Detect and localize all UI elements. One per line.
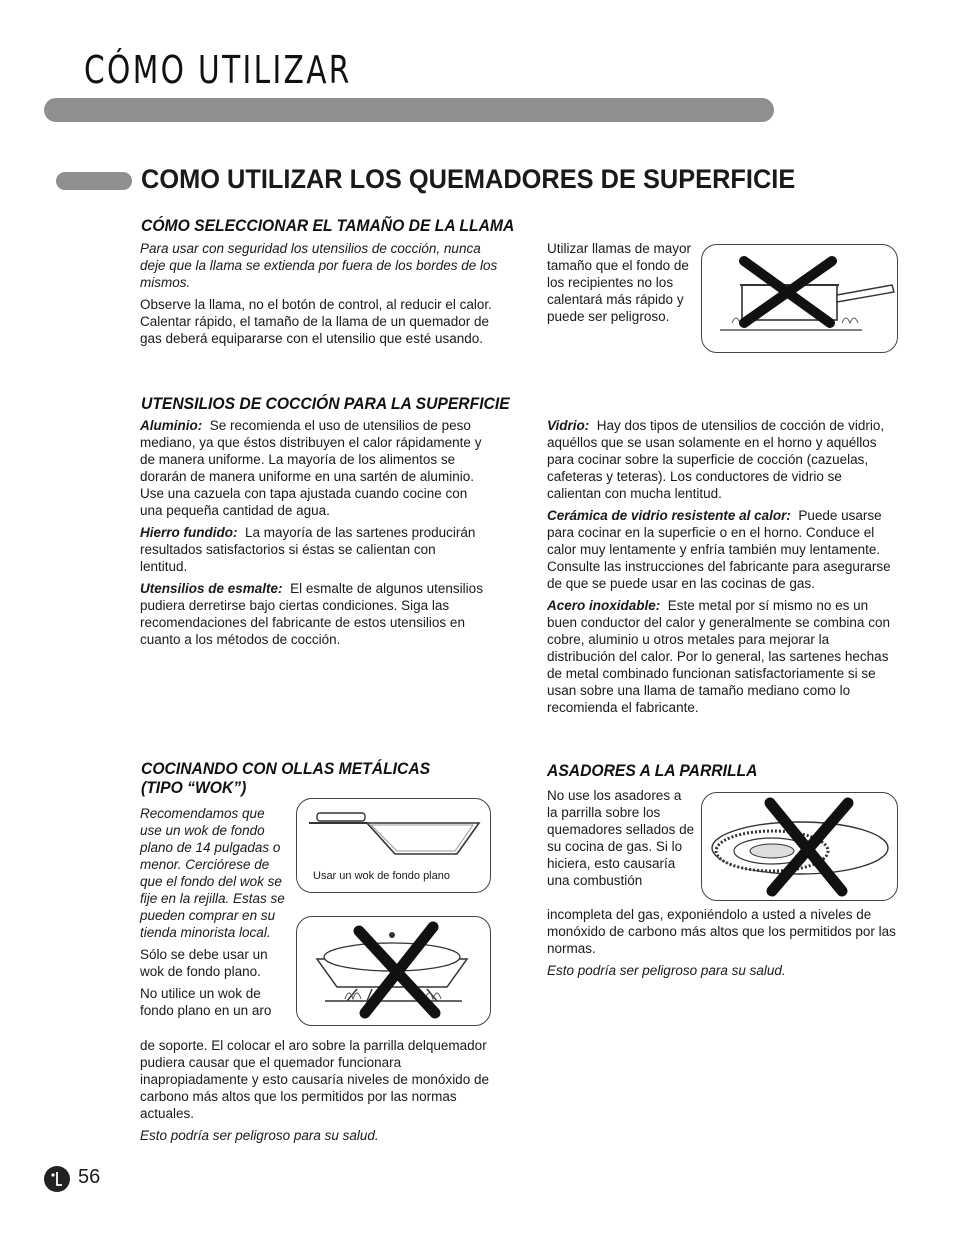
flame-text — [140, 240, 500, 352]
cookware-glass-text: Hay dos tipos de utensilios de cocción de vidrio, aquéllos que se usan solamente en el horno y aquéllos para cocinar sobre la superficie de cocción (cazuelas, cafeteras y teteras). Los conductores de vidrio se calientan con mucha lentitud. — [547, 418, 885, 501]
cookware-aluminum-label: Aluminio: — [140, 418, 203, 433]
section-title: COMO UTILIZAR LOS QUEMADORES DE SUPERFICIE — [141, 164, 796, 194]
cookware-cast-iron — [140, 524, 485, 575]
cookware-heading: UTENSILIOS DE COCCIÓN PARA LA SUPERFICIE — [141, 395, 510, 413]
cookware-stainless-label: Acero inoxidable: — [547, 598, 661, 613]
wok-wide-text — [140, 1037, 495, 1149]
cookware-stainless — [547, 597, 899, 716]
cookware-cast-iron-label: Hierro fundido: — [140, 525, 238, 540]
grill-plate-crossed-icon — [701, 792, 898, 901]
wok-no-ring-a: No utilice un wok de fondo plano en un aro — [140, 986, 272, 1018]
wok-heading-line1: COCINANDO CON OLLAS METÁLICAS — [141, 760, 431, 778]
chapter-title: CÓMO UTILIZAR — [84, 48, 352, 92]
grill-text-wide: incompleta del gas, exponiéndolo a usted a niveles de monóxido de carbono más altos que los permitidos por las normas. — [547, 907, 896, 956]
flat-wok-caption: Usar un wok de fondo plano — [313, 870, 450, 882]
wok-narrow-text — [140, 805, 290, 1019]
section-marker — [56, 172, 132, 190]
cookware-aluminum — [140, 417, 485, 519]
cookware-enamel-label: Utensilios de esmalte: — [140, 581, 283, 596]
grill-heading: ASADORES A LA PARRILLA — [547, 762, 758, 780]
cookware-left-column — [140, 417, 485, 653]
cookware-glass — [547, 417, 899, 502]
wok-heading-line2: (TIPO “WOK”) — [141, 779, 247, 797]
lg-logo-icon — [44, 1166, 70, 1192]
flame-side-text: Utilizar llamas de mayor tamaño que el fondo de los recipientes no los calentará más rápido y puede ser peligroso. — [547, 241, 692, 324]
cookware-glass-label: Vidrio: — [547, 418, 590, 433]
wok-warning: Esto podría ser peligroso para su salud. — [140, 1128, 379, 1143]
flame-heading: CÓMO SELECCIONAR EL TAMAÑO DE LA LLAMA — [141, 217, 515, 235]
grill-text-narrow: No use los asadores a la parrilla sobre los quemadores sellados de su cocina de gas. Si lo hiciera, esto causaría una combustión — [547, 788, 695, 888]
wok-on-ring-crossed-icon — [296, 916, 491, 1026]
flame-intro: Para usar con seguridad los utensilios de cocción, nunca deje que la llama se extienda por fuera de los bordes de los mismos. — [140, 241, 498, 290]
cookware-ceramic-glass-text: Puede usarse para cocinar en la superficie o en el horno. Conduce el calor muy lentamente y enfría también muy lentamente. Consulte las instrucciones del fabricante para asegurarse de que se puede usar en las cocinas de gas. — [547, 508, 891, 591]
flat-bottom-wok-icon — [296, 798, 491, 893]
wok-no-ring-b: de soporte. El colocar el aro sobre la parrilla delquemador pudiera causar que el quemador funcionara inapropiadamente y esto causaría niveles de monóxido de carbono más altos que los permitidos por las normas actuales. — [140, 1038, 489, 1121]
header-bar — [44, 98, 774, 122]
wok-heading — [141, 760, 430, 798]
cookware-ceramic-glass — [547, 507, 899, 592]
grill-text-wide-block — [547, 906, 899, 984]
cookware-enamel-text: El esmalte de algunos utensilios pudiera derretirse bajo ciertas condiciones. Siga las recomendaciones del fabricante de estos utensilios en cuanto a los métodos de cocción. — [140, 581, 483, 647]
flame-body: Observe la llama, no el botón de control, al reducir el calor. Calentar rápido, el tamaño de la llama de un quemador de gas deberá equipararse con el utensilio que esté usando. — [140, 297, 492, 346]
cookware-right-column — [547, 417, 899, 721]
wok-only-flat: Sólo se debe usar un wok de fondo plano. — [140, 947, 268, 979]
page-number: 56 — [78, 1166, 101, 1188]
cookware-enamel — [140, 580, 485, 648]
cookware-ceramic-glass-label: Cerámica de vidrio resistente al calor: — [547, 508, 791, 523]
cookware-stainless-text: Este metal por sí mismo no es un buen conductor del calor y generalmente se combina con cobre, aluminio u otros metales para mejorar la distribución del calor. Por lo general, las sartenes hechas de metal combinado funcionan satisfactoriamente si se usan sobre una llama de tamaño mediano como lo recomienda el fabricante. — [547, 598, 890, 715]
grill-warning: Esto podría ser peligroso para su salud. — [547, 963, 786, 978]
wok-intro: Recomendamos que use un wok de fondo plano de 14 pulgadas o menor. Cerciórese de que el fondo del wok se fije en la rejilla. Estas se pueden comprar en su tienda minorista local. — [140, 806, 285, 940]
cookware-cast-iron-text: La mayoría de las sartenes producirán resultados satisfactorios si éstas se calientan con lentitud. — [140, 525, 476, 574]
cookware-aluminum-text: Se recomienda el uso de utensilios de peso mediano, ya que éstos distribuyen el calor rápidamente y de manera uniforme. La mayoría de los alimentos se dorarán de manera uniforme en una sartén de aluminio. Use una cazuela con tapa ajustada cuando cocine con una pequeña cantidad de agua. — [140, 418, 482, 518]
oversized-flame-pot-crossed-icon — [701, 244, 898, 353]
